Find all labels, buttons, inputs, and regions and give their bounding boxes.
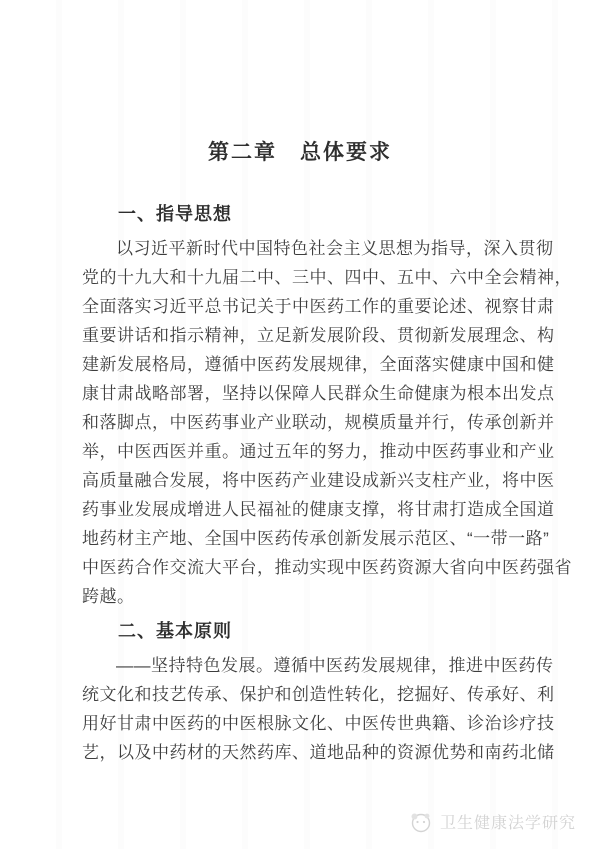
text-line: 药事业发展成增进人民福祉的健康支撑，将甘肃打造成全国道 [82, 500, 555, 519]
section-heading-guiding-ideology: 一、指导思想 [118, 204, 232, 224]
text-line: 跨越。 [82, 587, 135, 606]
text-line: 艺，以及中药材的天然药库、道地品种的资源优势和南药北储 [82, 743, 555, 762]
panda-logo-icon [406, 811, 434, 833]
text-line: 重要讲话和指示精神，立足新发展阶段、贯彻新发展理念、构 [82, 326, 555, 345]
text-line: 高质量融合发展，将中医药产业建设成新兴支柱产业，将中医 [82, 471, 555, 490]
text-line: 建新发展格局，遵循中医药发展规律，全面落实健康中国和健 [82, 355, 555, 374]
text-line: 举，中医西医并重。通过五年的努力，推动中医药事业和产业 [82, 442, 555, 461]
text-line: 康甘肃战略部署，坚持以保障人民群众生命健康为根本出发点 [82, 384, 555, 403]
watermark-label: 卫生健康法学研究 [439, 815, 576, 832]
paragraph-guiding-ideology [82, 234, 572, 611]
text-line: 地药材主产地、全国中医药传承创新发展示范区、“一带一路” [82, 529, 550, 548]
text-line: 和落脚点，中医药事业产业联动，规模质量并行，传承创新并 [82, 413, 555, 432]
text-line: 以习近平新时代中国特色社会主义思想为指导，深入贯彻 [116, 239, 554, 258]
text-line: 用好甘肃中医药的中医根脉文化、中医传世典籍、诊治诊疗技 [82, 714, 555, 733]
text-line: 统文化和技艺传承、保护和创造性转化，挖掘好、传承好、利 [82, 685, 555, 704]
paragraph-basic-principles [82, 651, 555, 767]
chapter-title: 第二章 总体要求 [208, 141, 392, 164]
text-line: 党的十九大和十九届二中、三中、四中、五中、六中全会精神， [82, 268, 572, 287]
watermark [406, 810, 576, 833]
text-line: 中医药合作交流大平台，推动实现中医药资源大省向中医药强省 [82, 558, 572, 577]
text-line: ——坚持特色发展。遵循中医药发展规律，推进中医药传 [116, 656, 554, 675]
text-line: 全面落实习近平总书记关于中医药工作的重要论述、视察甘肃 [82, 297, 555, 316]
section-heading-basic-principles: 二、基本原则 [118, 621, 232, 641]
